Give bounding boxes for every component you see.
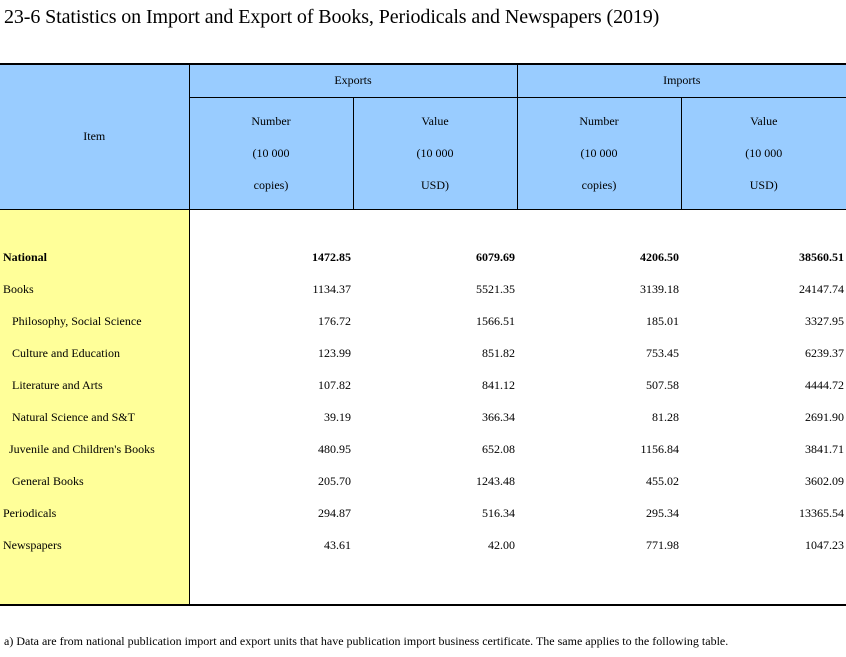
table-row-periodicals xyxy=(0,497,846,529)
unit-label: (10 000 xyxy=(745,146,783,160)
row-label: Periodicals xyxy=(0,497,189,529)
exports-value-header xyxy=(353,97,517,209)
unit-label: (10 000 xyxy=(252,146,290,160)
exports-number-cell: 43.61 xyxy=(324,537,351,552)
imports-number-cell: 4206.50 xyxy=(640,249,679,264)
imports-number-cell: 455.02 xyxy=(646,473,679,488)
item-header: Item xyxy=(0,64,189,209)
value-label: Value xyxy=(750,114,778,128)
table-row-literature xyxy=(0,369,846,401)
exports-number-cell: 123.99 xyxy=(318,345,351,360)
exports-value-cell: 1243.48 xyxy=(476,473,515,488)
exports-value-cell: 851.82 xyxy=(482,345,515,360)
imports-value-cell: 38560.51 xyxy=(799,249,844,264)
row-label: Natural Science and S&T xyxy=(0,401,189,433)
usd-label: USD) xyxy=(420,178,449,192)
spacer-row xyxy=(0,209,846,241)
exports-value-cell: 5521.35 xyxy=(476,281,515,296)
exports-value-cell: 42.00 xyxy=(488,537,515,552)
exports-value-cell: 516.34 xyxy=(482,505,515,520)
table-row-general-books xyxy=(0,465,846,497)
exports-number-cell: 294.87 xyxy=(318,505,351,520)
imports-value-cell: 4444.72 xyxy=(805,377,844,392)
imports-number-cell: 753.45 xyxy=(646,345,679,360)
exports-number-cell: 39.19 xyxy=(324,409,351,424)
row-label: Juvenile and Children's Books xyxy=(0,433,189,465)
table-row-newspapers xyxy=(0,529,846,561)
footnote: a) Data are from national publication import and export units that have publication import business certificate. The same applies to the following table. xyxy=(4,634,729,648)
row-label: Literature and Arts xyxy=(0,369,189,401)
table-row-national xyxy=(0,241,846,273)
page-title: 23-6 Statistics on Import and Export of Books, Periodicals and Newspapers (2019) xyxy=(4,6,660,28)
imports-value-cell: 3602.09 xyxy=(805,473,844,488)
imports-number-cell: 81.28 xyxy=(652,409,679,424)
row-label: General Books xyxy=(0,465,189,497)
exports-value-cell: 1566.51 xyxy=(476,313,515,328)
number-label: Number xyxy=(579,114,619,128)
exports-value-cell: 6079.69 xyxy=(476,249,515,264)
exports-header: Exports xyxy=(189,64,517,97)
exports-number-cell: 107.82 xyxy=(318,377,351,392)
imports-number-cell: 3139.18 xyxy=(640,281,679,296)
exports-number-cell: 1134.37 xyxy=(312,281,351,296)
row-label: National xyxy=(0,241,189,273)
exports-value-cell: 652.08 xyxy=(482,441,515,456)
statistics-table xyxy=(0,63,846,606)
unit-label: (10 000 xyxy=(416,146,454,160)
imports-number-cell: 507.58 xyxy=(646,377,679,392)
exports-number-cell: 176.72 xyxy=(318,313,351,328)
imports-value-cell: 1047.23 xyxy=(805,537,844,552)
table-row-natural-science xyxy=(0,401,846,433)
table-row-culture xyxy=(0,337,846,369)
value-label: Value xyxy=(421,114,449,128)
number-label: Number xyxy=(251,114,291,128)
exports-value-cell: 366.34 xyxy=(482,409,515,424)
unit-label: (10 000 xyxy=(580,146,618,160)
imports-value-cell: 3327.95 xyxy=(805,313,844,328)
imports-number-cell: 1156.84 xyxy=(640,441,679,456)
row-label: Culture and Education xyxy=(0,337,189,369)
table-row-juvenile xyxy=(0,433,846,465)
exports-number-cell: 1472.85 xyxy=(312,249,351,264)
table-row-philosophy xyxy=(0,305,846,337)
imports-value-cell: 24147.74 xyxy=(799,281,844,296)
exports-value-cell: 841.12 xyxy=(482,377,515,392)
spacer-row xyxy=(0,561,846,605)
exports-number-cell: 480.95 xyxy=(318,441,351,456)
imports-value-cell: 3841.71 xyxy=(805,441,844,456)
imports-value-cell: 6239.37 xyxy=(805,345,844,360)
usd-label: USD) xyxy=(749,178,778,192)
copies-label: copies) xyxy=(253,178,289,192)
imports-header: Imports xyxy=(517,64,846,97)
exports-number-header xyxy=(189,97,353,209)
table-row-books xyxy=(0,273,846,305)
imports-number-cell: 771.98 xyxy=(646,537,679,552)
imports-value-cell: 2691.90 xyxy=(805,409,844,424)
exports-number-cell: 205.70 xyxy=(318,473,351,488)
row-label: Newspapers xyxy=(0,529,189,561)
imports-number-cell: 295.34 xyxy=(646,505,679,520)
imports-number-cell: 185.01 xyxy=(646,313,679,328)
copies-label: copies) xyxy=(581,178,617,192)
row-label: Philosophy, Social Science xyxy=(0,305,189,337)
imports-value-cell: 13365.54 xyxy=(799,505,844,520)
row-label: Books xyxy=(0,273,189,305)
imports-value-header xyxy=(681,97,846,209)
imports-number-header xyxy=(517,97,681,209)
